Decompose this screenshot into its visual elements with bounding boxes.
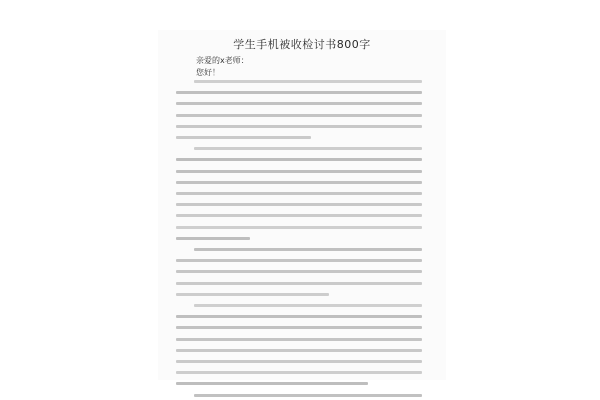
text-line bbox=[176, 270, 422, 273]
text-line bbox=[176, 315, 422, 318]
document-salutation: 亲爱的x老师： bbox=[196, 56, 249, 65]
text-line bbox=[176, 259, 422, 262]
text-line bbox=[176, 91, 422, 94]
text-line bbox=[176, 136, 311, 139]
text-line bbox=[176, 192, 422, 195]
text-line bbox=[194, 147, 422, 150]
text-line bbox=[176, 338, 422, 341]
text-line bbox=[176, 214, 422, 217]
document-body bbox=[176, 80, 422, 376]
text-line bbox=[176, 158, 422, 161]
text-line bbox=[176, 349, 422, 352]
text-line bbox=[176, 237, 250, 240]
text-line bbox=[194, 304, 422, 307]
document-title: 学生手机被收检讨书800字 bbox=[233, 38, 371, 51]
text-line bbox=[176, 282, 422, 285]
text-line bbox=[176, 326, 422, 329]
text-line bbox=[176, 125, 422, 128]
text-line bbox=[194, 80, 422, 83]
text-line bbox=[194, 394, 422, 397]
text-line bbox=[194, 248, 422, 251]
text-line bbox=[176, 181, 422, 184]
text-line bbox=[176, 293, 329, 296]
text-line bbox=[176, 360, 422, 363]
text-line bbox=[176, 226, 422, 229]
text-line bbox=[176, 102, 422, 105]
text-line bbox=[176, 382, 368, 385]
text-line bbox=[176, 371, 422, 374]
document-greeting: 您好！ bbox=[196, 68, 220, 77]
text-line bbox=[176, 203, 422, 206]
text-line bbox=[176, 170, 422, 173]
text-line bbox=[176, 114, 422, 117]
